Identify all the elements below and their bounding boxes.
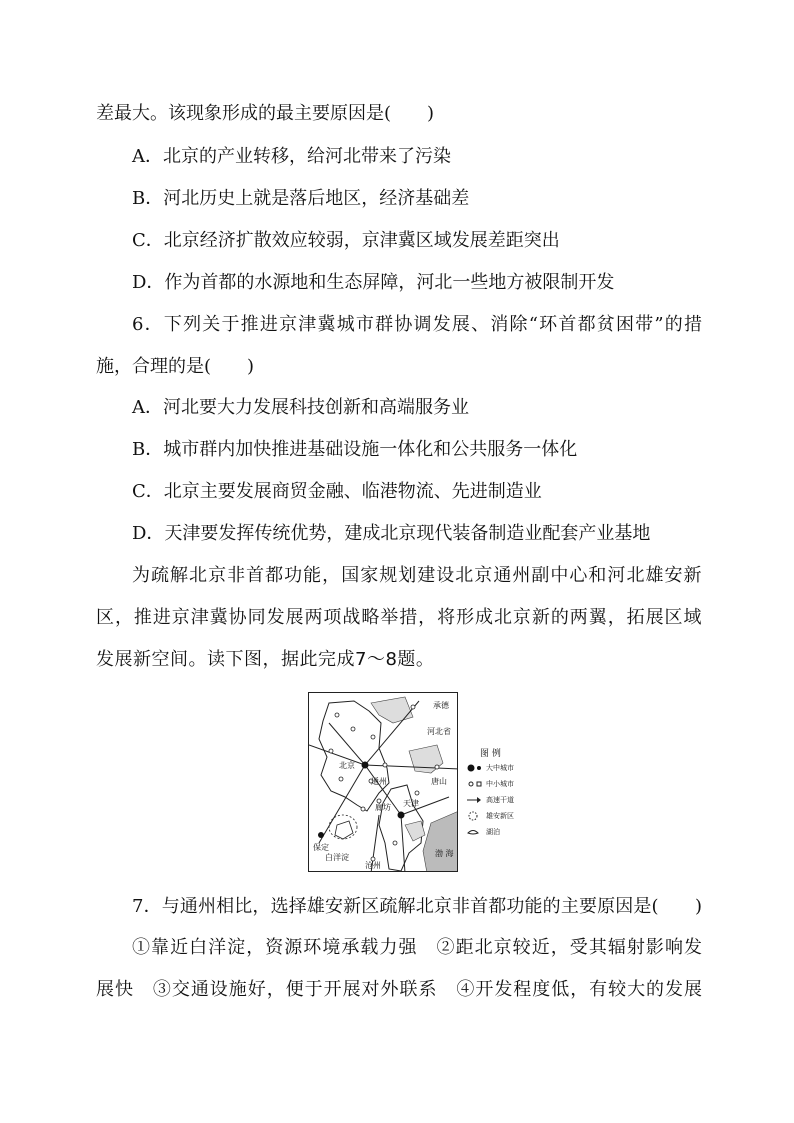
question-6-cont: 施，合理的是( ) bbox=[96, 356, 255, 377]
label-chengde: 承德 bbox=[433, 701, 449, 710]
label-hebei: 河北省 bbox=[427, 727, 451, 736]
text-line bbox=[0, 517, 794, 551]
option-b: B．城市群内加快推进基础设施一体化和公共服务一体化 bbox=[132, 439, 578, 460]
text-line bbox=[0, 643, 794, 677]
text-line bbox=[0, 391, 794, 425]
small-city bbox=[411, 705, 415, 709]
small-city bbox=[415, 791, 419, 795]
label-beijing: 北京 bbox=[339, 761, 355, 770]
text-line bbox=[0, 224, 794, 258]
label-baoding: 保定 bbox=[313, 843, 329, 852]
legend-label: 雄安新区 bbox=[486, 812, 514, 820]
legend-row bbox=[466, 810, 538, 824]
question-continuation: 差最大。该现象形成的最主要原因是( ) bbox=[96, 103, 435, 124]
text-line bbox=[0, 140, 794, 174]
text-line bbox=[0, 266, 794, 300]
large-city-icon bbox=[466, 762, 482, 774]
legend-row bbox=[466, 826, 538, 840]
option-c: C．北京主要发展商贸金融、临港物流、先进制造业 bbox=[132, 481, 542, 502]
legend-label: 高速干道 bbox=[486, 796, 514, 804]
small-city bbox=[383, 763, 387, 767]
legend-label: 大中城市 bbox=[486, 764, 514, 772]
option-d: D．天津要发挥传统优势，建成北京现代装备制造业配套产业基地 bbox=[132, 523, 651, 544]
city-tianjin bbox=[398, 812, 405, 819]
question-7: 7．与通州相比，选择雄安新区疏解北京非首都功能的主要原因是( ) bbox=[132, 896, 702, 917]
passage-line-2: 区，推进京津冀协同发展两项战略举措，将形成北京新的两翼，拓展区域 bbox=[96, 607, 702, 628]
text-line bbox=[0, 601, 794, 635]
label-tangshan: 唐山 bbox=[431, 777, 447, 786]
small-city bbox=[435, 765, 439, 769]
option-a: A．北京的产业转移，给河北带来了污染 bbox=[132, 146, 451, 167]
new-area-icon bbox=[466, 810, 482, 822]
text-line bbox=[0, 308, 794, 342]
small-city bbox=[339, 777, 343, 781]
small-city-icon bbox=[466, 778, 482, 790]
question-7-options-2: 展快 ③交通设施好，便于开展对外联系 ④开发程度低，有较大的发展 bbox=[96, 979, 702, 1000]
text-line bbox=[0, 890, 794, 924]
legend-row bbox=[466, 778, 538, 792]
label-baiyangdian: 白洋淀 bbox=[325, 853, 349, 862]
label-bohai: 渤 海 bbox=[435, 849, 454, 858]
option-b: B．河北历史上就是落后地区，经济基础差 bbox=[132, 188, 470, 209]
small-city bbox=[335, 713, 339, 717]
option-c: C．北京经济扩散效应较弱，京津冀区域发展差距突出 bbox=[132, 230, 560, 251]
text-line bbox=[0, 475, 794, 509]
bohai-sea bbox=[423, 811, 458, 872]
beijing-region bbox=[319, 701, 389, 811]
legend-row bbox=[466, 762, 538, 776]
map-frame bbox=[308, 692, 458, 872]
question-6: 6．下列关于推进京津冀城市群协调发展、消除“环首都贫困带”的措 bbox=[132, 314, 702, 335]
text-line bbox=[0, 559, 794, 593]
text-line bbox=[0, 182, 794, 216]
map-legend bbox=[466, 746, 538, 846]
label-cangzhou: 沧州 bbox=[365, 861, 381, 870]
passage-line-1: 为疏解北京非首都功能，国家规划建设北京通州副中心和河北雄安新 bbox=[132, 565, 702, 586]
lake bbox=[335, 821, 353, 839]
map-figure bbox=[308, 692, 538, 872]
legend-label: 湖泊 bbox=[486, 828, 500, 836]
text-line bbox=[0, 973, 794, 1007]
small-city bbox=[393, 841, 397, 845]
label-langfang: 廊坊 bbox=[375, 803, 391, 812]
option-d: D．作为首都的水源地和生态屏障，河北一些地方被限制开发 bbox=[132, 272, 615, 293]
small-city bbox=[329, 749, 333, 753]
option-a: A．河北要大力发展科技创新和高端服务业 bbox=[132, 397, 469, 418]
legend-title: 图 例 bbox=[480, 749, 501, 759]
small-city bbox=[371, 735, 375, 739]
small-city bbox=[351, 727, 355, 731]
city-beijing bbox=[362, 762, 369, 769]
passage-line-3: 发展新空间。读下图，据此完成7～8题。 bbox=[96, 649, 435, 670]
question-7-options-1: ①靠近白洋淀，资源环境承载力强 ②距北京较近，受其辐射影响发 bbox=[132, 937, 702, 958]
text-line bbox=[0, 350, 794, 384]
label-tongzhou: 通州 bbox=[371, 777, 387, 786]
lake-icon bbox=[466, 826, 482, 838]
city-baoding bbox=[318, 832, 324, 838]
label-tianjin: 天津 bbox=[403, 799, 419, 808]
small-city bbox=[361, 807, 365, 811]
legend-row bbox=[466, 794, 538, 808]
text-line bbox=[0, 433, 794, 467]
highway-icon bbox=[466, 794, 482, 806]
legend-label: 中小城市 bbox=[486, 780, 514, 788]
text-line bbox=[0, 97, 794, 131]
text-line bbox=[0, 931, 794, 965]
